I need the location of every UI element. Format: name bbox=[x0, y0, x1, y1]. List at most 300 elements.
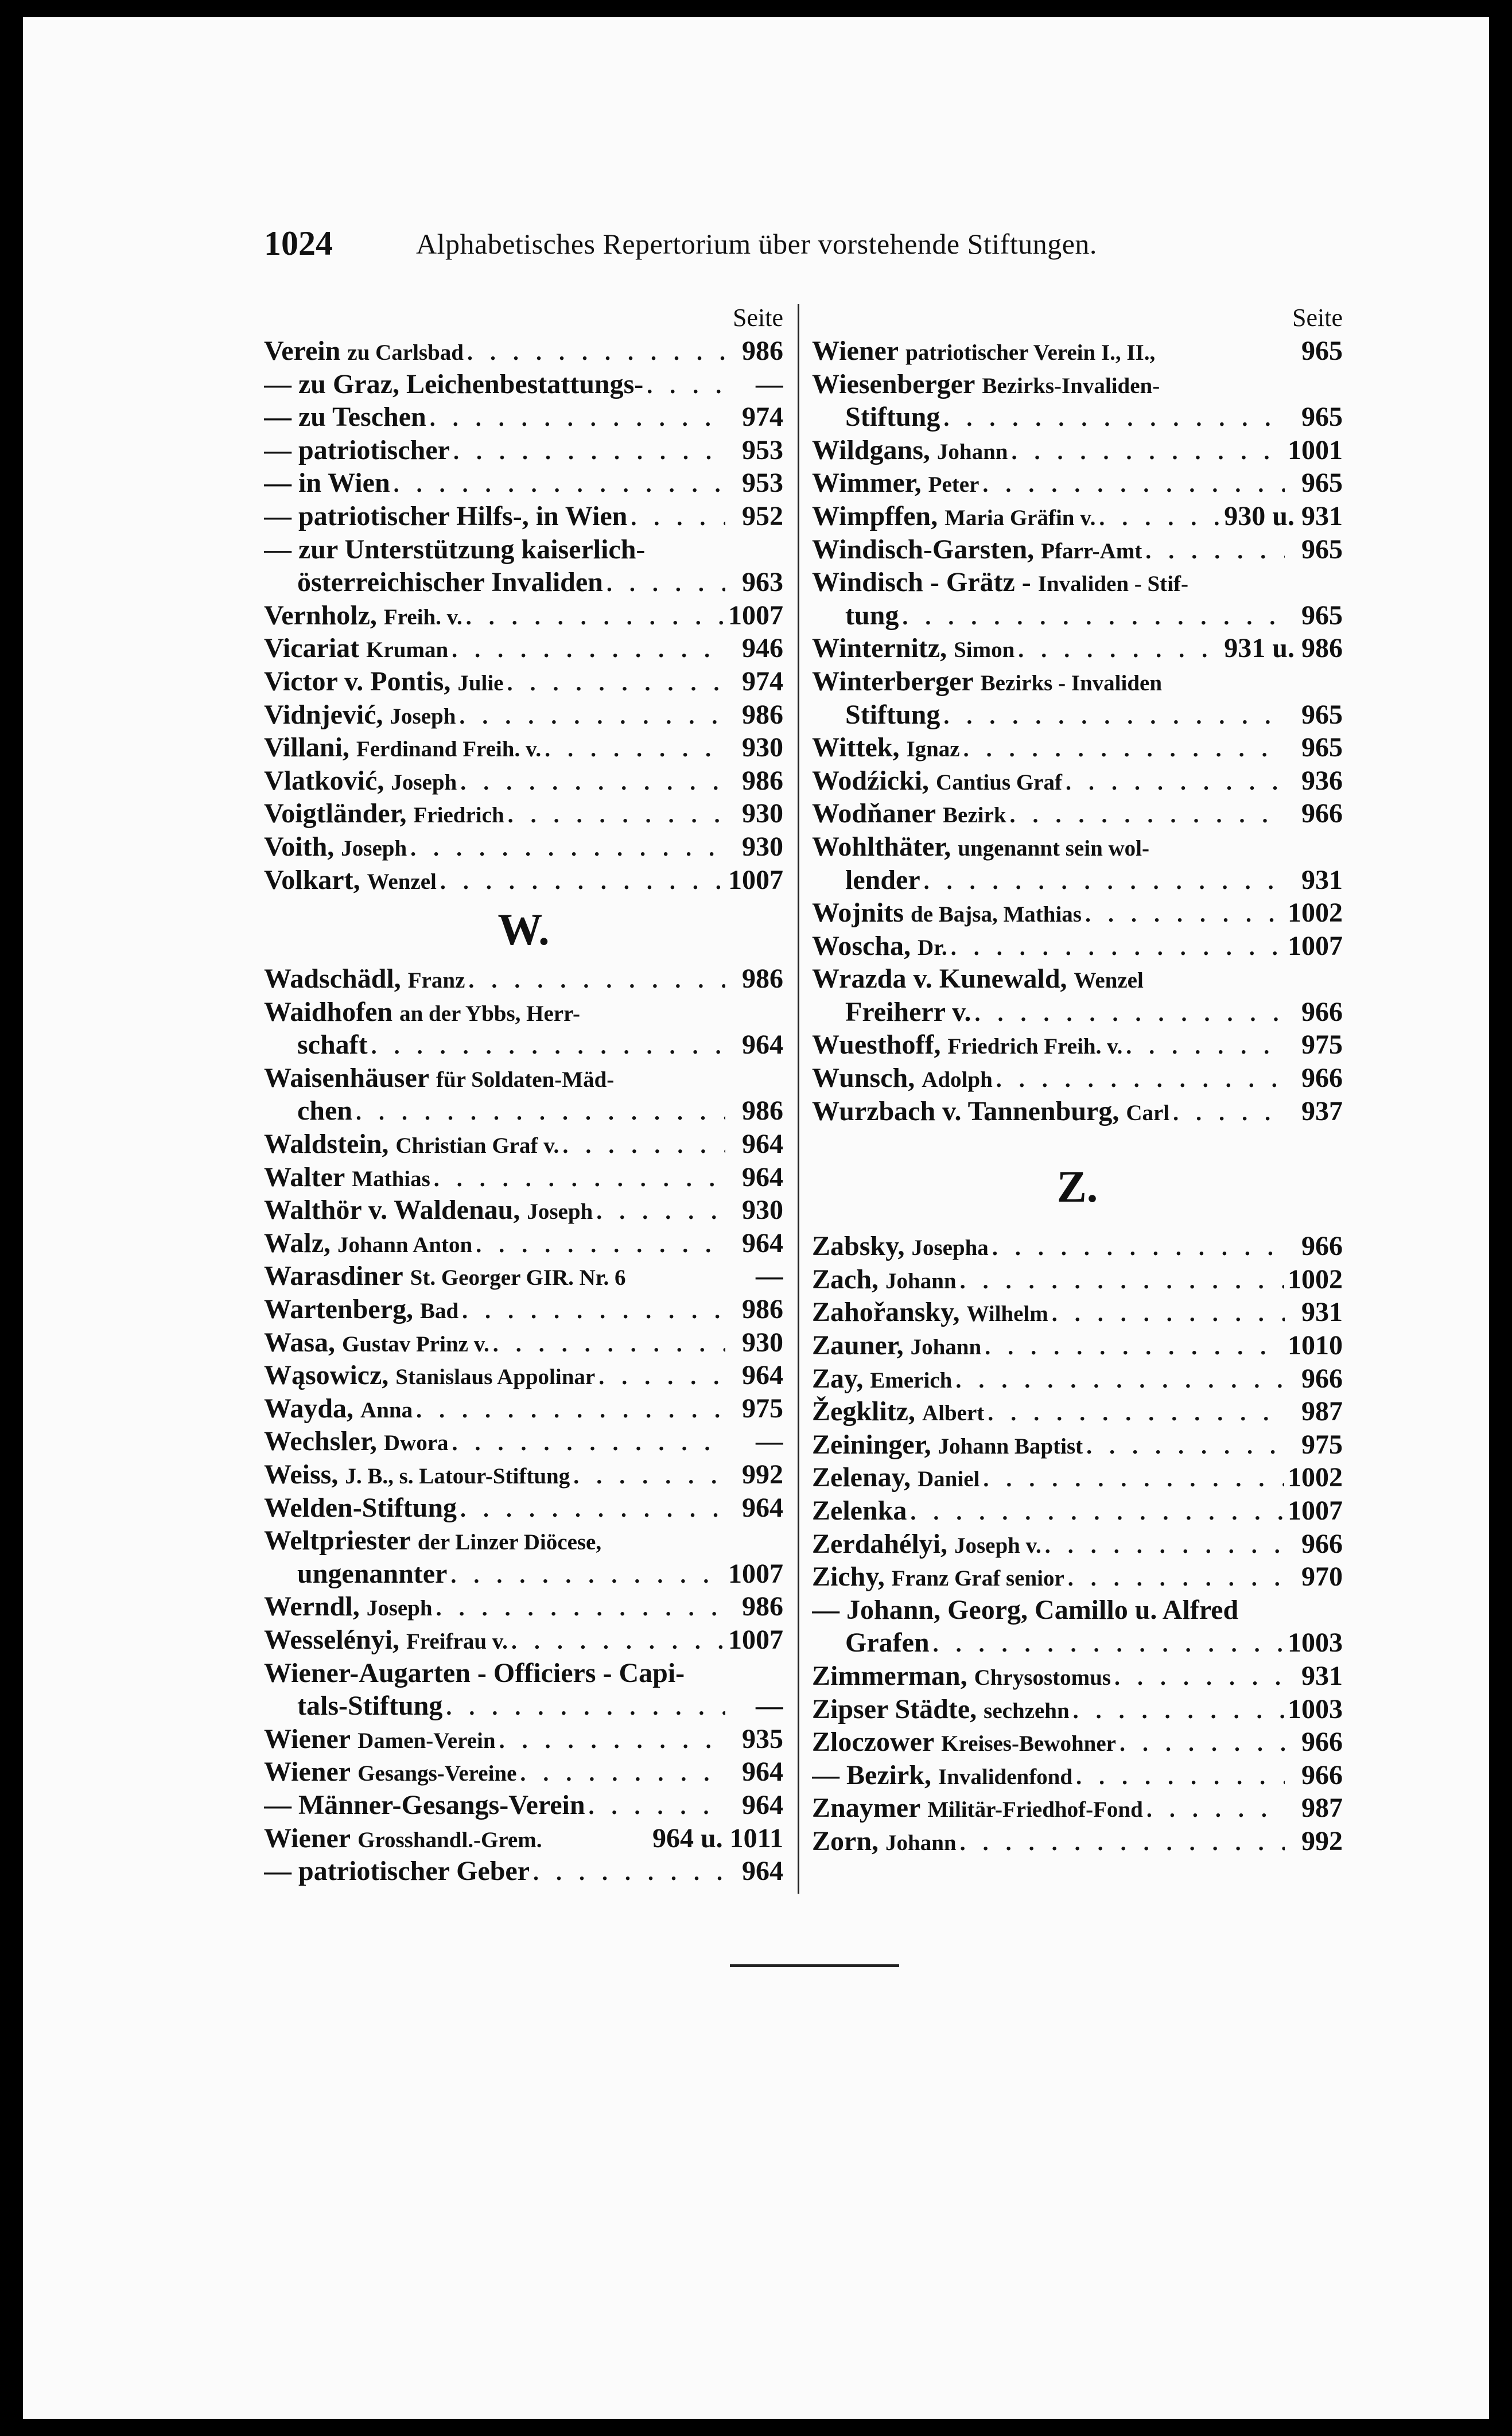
page-reference: 964 bbox=[742, 1492, 783, 1523]
entry-name: Wiener bbox=[264, 1757, 351, 1788]
page-reference: 992 bbox=[1301, 1825, 1343, 1856]
page-reference: 975 bbox=[742, 1393, 783, 1424]
dot-leader bbox=[410, 832, 725, 864]
page-reference: 974 bbox=[742, 666, 783, 697]
entry-detail: Bezirks - Invaliden bbox=[980, 670, 1163, 696]
entries-v bbox=[264, 335, 783, 896]
index-entry bbox=[264, 1689, 783, 1723]
index-entry bbox=[264, 632, 783, 665]
entry-name: Wasa, bbox=[264, 1327, 336, 1358]
index-entry bbox=[264, 1491, 783, 1525]
index-entry bbox=[812, 632, 1343, 665]
entry-name: Walz, bbox=[264, 1227, 331, 1258]
entry-detail: Militär-Friedhof-Fond bbox=[927, 1797, 1143, 1823]
page-reference: 936 bbox=[1301, 765, 1343, 796]
entry-name: Villani, bbox=[264, 732, 349, 763]
dot-leader bbox=[1010, 798, 1285, 830]
entry-name: Waisenhäuser bbox=[264, 1062, 430, 1093]
page-reference: 963 bbox=[742, 567, 783, 598]
index-entry bbox=[812, 864, 1343, 897]
dot-leader bbox=[1085, 898, 1284, 930]
page-reference: 1007 bbox=[728, 864, 783, 895]
entry-name: Wiener bbox=[812, 336, 899, 366]
index-entry bbox=[264, 1524, 783, 1557]
dot-leader bbox=[467, 336, 725, 368]
entry-name: Waldstein, bbox=[264, 1129, 389, 1160]
entry-detail: Josepha bbox=[911, 1236, 989, 1261]
page-reference: 1007 bbox=[1288, 930, 1343, 961]
dot-leader bbox=[453, 435, 725, 467]
entry-name: Wuesthoff, bbox=[812, 1029, 941, 1060]
entry-name: Verein bbox=[264, 336, 341, 366]
entry-name: Zorn, bbox=[812, 1825, 879, 1856]
entry-name: Wartenberg, bbox=[264, 1294, 413, 1325]
index-entry bbox=[812, 1693, 1343, 1726]
index-entry bbox=[812, 1726, 1343, 1759]
entry-name: Wodňaner bbox=[812, 798, 936, 829]
index-entry bbox=[812, 368, 1343, 401]
index-entry bbox=[264, 698, 783, 732]
page-reference: 964 bbox=[742, 1161, 783, 1192]
page-reference: 986 bbox=[742, 1591, 783, 1622]
page-reference: 986 bbox=[742, 1294, 783, 1325]
entry-detail: St. Georger GIR. Nr. 6 bbox=[410, 1265, 626, 1291]
entry-name: Werndl, bbox=[264, 1591, 360, 1622]
index-entry bbox=[264, 335, 783, 368]
entry-detail: Chrysostomus bbox=[974, 1665, 1111, 1690]
entry-name: Wiesenberger bbox=[812, 368, 975, 399]
index-entry bbox=[812, 401, 1343, 434]
entry-name: Volkart, bbox=[264, 864, 360, 895]
entry-detail: Invalidenfond bbox=[938, 1764, 1073, 1789]
entry-name: Stiftung bbox=[845, 699, 940, 730]
entry-name: Walthör v. Waldenau, bbox=[264, 1195, 520, 1226]
dot-leader bbox=[963, 732, 1285, 764]
index-entry bbox=[264, 1227, 783, 1260]
index-entry bbox=[812, 467, 1343, 500]
page-reference: 937 bbox=[1301, 1095, 1343, 1126]
dot-leader bbox=[446, 1691, 725, 1723]
dot-leader bbox=[960, 1264, 1284, 1296]
page-reference: 930 bbox=[742, 1195, 783, 1226]
page-reference: 987 bbox=[1301, 1396, 1343, 1427]
entry-name: Victor v. Pontis, bbox=[264, 666, 451, 697]
page-reference: 986 bbox=[742, 699, 783, 730]
entry-name: Wurzbach v. Tannenburg, bbox=[812, 1095, 1120, 1126]
entry-name: lender bbox=[845, 864, 920, 895]
dot-leader bbox=[416, 1393, 725, 1425]
entry-name: Welden-Stiftung bbox=[264, 1492, 457, 1523]
page-reference: 931 bbox=[1301, 1297, 1343, 1328]
index-entry bbox=[812, 1825, 1343, 1858]
index-entry bbox=[264, 1458, 783, 1491]
entry-detail: patriotischer Verein I., II., bbox=[905, 340, 1156, 365]
page-reference: 1003 bbox=[1288, 1627, 1343, 1658]
entry-detail: Simon bbox=[954, 638, 1015, 663]
page-reference: 992 bbox=[742, 1459, 783, 1490]
dot-leader bbox=[1018, 633, 1221, 665]
entry-detail: Joseph v. bbox=[954, 1533, 1041, 1558]
index-entry bbox=[812, 599, 1343, 632]
index-entry bbox=[812, 797, 1343, 830]
entry-name: österreichischer Invaliden bbox=[297, 567, 603, 598]
index-entry bbox=[812, 996, 1343, 1029]
entry-detail: Gustav Prinz v. bbox=[342, 1331, 489, 1357]
index-entry bbox=[264, 1855, 783, 1888]
index-entry bbox=[812, 665, 1343, 698]
dot-leader bbox=[452, 633, 725, 665]
entry-detail: Julie bbox=[457, 670, 504, 696]
dot-leader bbox=[462, 1294, 725, 1326]
index-entry bbox=[812, 1792, 1343, 1825]
closing-ornament-rule bbox=[730, 1964, 899, 1967]
index-entry bbox=[264, 1557, 783, 1591]
entry-detail: Maria Gräfin v. bbox=[944, 505, 1096, 530]
entries-w-right bbox=[812, 335, 1343, 1128]
entry-name: Windisch - Grätz - bbox=[812, 567, 1031, 598]
dot-leader bbox=[440, 865, 725, 897]
index-entry bbox=[264, 566, 783, 599]
entry-detail: Kreises-Bewohner bbox=[941, 1731, 1116, 1757]
entry-name: Wrazda v. Kunewald, bbox=[812, 963, 1067, 994]
entry-name: Zay, bbox=[812, 1363, 864, 1394]
dot-leader bbox=[508, 798, 725, 830]
index-entry bbox=[264, 1723, 783, 1756]
dot-leader bbox=[499, 1724, 725, 1756]
dot-leader bbox=[1120, 1727, 1285, 1759]
entry-name: Windisch-Garsten, bbox=[812, 534, 1035, 565]
index-entry bbox=[812, 698, 1343, 732]
index-entry bbox=[264, 1326, 783, 1359]
index-entry bbox=[812, 335, 1343, 368]
page-reference: 952 bbox=[742, 500, 783, 531]
page-reference: 946 bbox=[742, 633, 783, 664]
dot-leader bbox=[511, 1625, 725, 1657]
dot-leader bbox=[598, 1360, 725, 1392]
dot-leader bbox=[951, 931, 1284, 963]
entry-name: Zelenka bbox=[812, 1495, 907, 1526]
entry-detail: Pfarr-Amt bbox=[1041, 538, 1142, 564]
page-reference: 1010 bbox=[1288, 1330, 1343, 1361]
index-entry bbox=[264, 1657, 783, 1690]
dot-leader bbox=[933, 1627, 1284, 1660]
dot-leader bbox=[1066, 766, 1285, 798]
entry-detail: Damen-Verein bbox=[357, 1728, 496, 1753]
page-reference: 930 bbox=[742, 798, 783, 829]
page-reference: 965 bbox=[1301, 402, 1343, 433]
column-divider bbox=[798, 304, 799, 1894]
entry-detail: Johann bbox=[885, 1268, 957, 1293]
dot-leader bbox=[468, 963, 725, 996]
dot-leader bbox=[452, 1426, 725, 1458]
entry-detail: ungenannt sein wol- bbox=[958, 836, 1149, 861]
dot-leader bbox=[533, 1856, 725, 1888]
entry-name: Vernholz, bbox=[264, 600, 377, 631]
entry-name: Wojnits bbox=[812, 898, 904, 928]
page-reference: 964 bbox=[742, 1757, 783, 1788]
entry-name: Zabsky, bbox=[812, 1231, 905, 1262]
index-entry bbox=[264, 1755, 783, 1789]
entry-name: Zahořansky, bbox=[812, 1297, 960, 1328]
page-reference: 964 bbox=[742, 1789, 783, 1820]
section-letter-z: Z. bbox=[1056, 1161, 1098, 1212]
entry-detail: Kruman bbox=[366, 638, 449, 663]
page-reference: — bbox=[756, 1426, 783, 1457]
dot-leader bbox=[460, 766, 725, 798]
entry-name: Warasdiner bbox=[264, 1261, 403, 1292]
page-reference: 966 bbox=[1301, 1727, 1343, 1758]
page-reference: 966 bbox=[1301, 798, 1343, 829]
entry-detail: Christian Graf v. bbox=[395, 1133, 559, 1159]
entry-name: Voith, bbox=[264, 831, 335, 862]
index-entry bbox=[264, 1590, 783, 1623]
entry-name: — zur Unterstützung kaiserlich- bbox=[264, 534, 646, 565]
index-entry bbox=[812, 830, 1343, 864]
index-entry bbox=[812, 930, 1343, 963]
page-reference: 964 bbox=[742, 1856, 783, 1887]
dot-leader bbox=[988, 1396, 1285, 1428]
entry-name: Weltpriester bbox=[264, 1525, 411, 1556]
dot-leader bbox=[1145, 534, 1285, 566]
entry-name: tals-Stiftung bbox=[297, 1691, 443, 1722]
index-entry bbox=[264, 1062, 783, 1095]
entry-name: — Bezirk, bbox=[812, 1759, 931, 1790]
index-entry bbox=[812, 962, 1343, 996]
dot-leader bbox=[562, 1129, 725, 1161]
section-letter-w: W. bbox=[497, 904, 550, 955]
entry-name: Vicariat bbox=[264, 633, 360, 664]
entry-name: Vlatković, bbox=[264, 765, 384, 796]
entry-detail: Dwora bbox=[383, 1431, 449, 1456]
dot-leader bbox=[960, 1826, 1285, 1858]
entry-detail: Joseph bbox=[391, 770, 457, 795]
page-reference: 986 bbox=[742, 1095, 783, 1126]
page-reference: 964 bbox=[742, 1360, 783, 1391]
dot-leader bbox=[955, 1363, 1285, 1396]
dot-leader bbox=[975, 997, 1285, 1029]
page-reference: 970 bbox=[1301, 1561, 1343, 1592]
dot-leader bbox=[1173, 1096, 1285, 1128]
page-reference: 965 bbox=[1301, 534, 1343, 565]
index-entry bbox=[264, 731, 783, 764]
page-reference: 987 bbox=[1301, 1793, 1343, 1824]
entry-detail: Joseph bbox=[527, 1199, 593, 1225]
dot-leader bbox=[430, 402, 725, 434]
entry-name: Zeininger, bbox=[812, 1429, 931, 1460]
page-reference: 966 bbox=[1301, 1759, 1343, 1790]
dot-leader bbox=[1068, 1561, 1285, 1594]
page-reference: — bbox=[756, 368, 783, 399]
index-entry bbox=[264, 467, 783, 500]
dot-leader bbox=[459, 700, 725, 732]
page-reference: 965 bbox=[1301, 600, 1343, 631]
entry-name: Zichy, bbox=[812, 1561, 885, 1592]
page-reference: 986 bbox=[742, 336, 783, 366]
index-entry bbox=[812, 764, 1343, 798]
dot-leader bbox=[1052, 1297, 1285, 1329]
dot-leader bbox=[902, 600, 1285, 632]
index-entry bbox=[812, 1428, 1343, 1462]
dot-leader bbox=[924, 865, 1285, 897]
index-entry bbox=[812, 1296, 1343, 1329]
index-entry bbox=[264, 1822, 783, 1855]
dot-leader bbox=[992, 1231, 1285, 1263]
dot-leader bbox=[476, 1228, 725, 1260]
entry-name: Walter bbox=[264, 1161, 345, 1192]
dot-leader bbox=[983, 1462, 1284, 1494]
page-reference: 965 bbox=[1301, 732, 1343, 763]
entry-name: — zu Teschen bbox=[264, 402, 426, 433]
running-title: Alphabetisches Repertorium über vorstehende Stiftungen. bbox=[416, 228, 1097, 260]
entry-detail: Johann bbox=[910, 1335, 982, 1360]
entry-name: Zerdahélyi, bbox=[812, 1528, 947, 1559]
index-entry bbox=[812, 500, 1343, 533]
entry-name: — patriotischer bbox=[264, 434, 450, 465]
entry-name: chen bbox=[297, 1095, 352, 1126]
entry-detail: Albert bbox=[922, 1401, 985, 1426]
index-entry bbox=[812, 1095, 1343, 1128]
dot-leader bbox=[985, 1330, 1284, 1362]
page-reference: 935 bbox=[742, 1723, 783, 1754]
entry-name: ungenannter bbox=[297, 1558, 448, 1589]
entry-name: — Johann, Georg, Camillo u. Alfred bbox=[812, 1594, 1239, 1625]
entry-name: Wadschädl, bbox=[264, 963, 401, 994]
entry-name: Zach, bbox=[812, 1264, 879, 1295]
index-entry bbox=[812, 1362, 1343, 1396]
entry-detail: für Soldaten-Mäd- bbox=[436, 1067, 615, 1092]
page-reference: 1007 bbox=[728, 600, 783, 631]
dot-leader bbox=[589, 1790, 725, 1822]
entry-name: — patriotischer Geber bbox=[264, 1856, 530, 1887]
dot-leader bbox=[1045, 1529, 1285, 1561]
dot-leader bbox=[1076, 1760, 1285, 1792]
page-reference: 965 bbox=[1301, 468, 1343, 499]
index-entry bbox=[812, 731, 1343, 764]
page-reference: 964 u. 1011 bbox=[652, 1823, 783, 1854]
entry-detail: de Bajsa, Mathias bbox=[911, 902, 1082, 927]
entry-detail: zu Carlsbad bbox=[347, 340, 464, 365]
entry-name: schaft bbox=[297, 1029, 368, 1060]
page-reference: — bbox=[756, 1261, 783, 1292]
entry-detail: Mathias bbox=[352, 1166, 430, 1191]
entry-detail: Anna bbox=[360, 1397, 413, 1423]
index-entry bbox=[264, 764, 783, 798]
entry-detail: Carl bbox=[1126, 1100, 1170, 1125]
index-entry bbox=[812, 1594, 1343, 1627]
dot-leader bbox=[493, 1327, 725, 1359]
entry-detail: Grosshandl.-Grem. bbox=[357, 1827, 542, 1852]
entry-detail: Franz Graf senior bbox=[891, 1566, 1064, 1591]
entry-name: Žegklitz, bbox=[812, 1396, 915, 1427]
entry-name: Winterberger bbox=[812, 666, 974, 697]
index-entry bbox=[264, 434, 783, 467]
dot-leader bbox=[631, 501, 725, 533]
dot-leader bbox=[450, 1559, 725, 1591]
index-entry bbox=[812, 896, 1343, 930]
dot-leader bbox=[1114, 1661, 1285, 1693]
entry-name: Vidnjević, bbox=[264, 699, 383, 730]
index-entry bbox=[264, 1623, 783, 1657]
entry-name: Wayda, bbox=[264, 1393, 354, 1424]
entry-name: Wąsowicz, bbox=[264, 1360, 389, 1391]
entry-detail: Wenzel bbox=[1074, 968, 1144, 993]
entry-detail: Adolph bbox=[922, 1067, 993, 1093]
dot-leader bbox=[1126, 1029, 1285, 1062]
page-reference: 986 bbox=[742, 963, 783, 994]
index-entry bbox=[812, 1528, 1343, 1561]
index-entry bbox=[812, 1626, 1343, 1660]
index-entry bbox=[264, 797, 783, 830]
dot-leader bbox=[996, 1063, 1285, 1095]
index-entry bbox=[812, 1461, 1343, 1494]
page-reference: 986 bbox=[742, 765, 783, 796]
entry-detail: Johann Anton bbox=[337, 1232, 473, 1257]
index-entry bbox=[812, 1494, 1343, 1528]
page-reference: 953 bbox=[742, 434, 783, 465]
entry-detail: Ignaz bbox=[906, 737, 960, 762]
dot-leader bbox=[943, 402, 1285, 434]
page-reference: 964 bbox=[742, 1129, 783, 1160]
dot-leader bbox=[460, 1493, 725, 1525]
page-reference: 1007 bbox=[728, 1624, 783, 1655]
entry-name: Wohlthäter, bbox=[812, 831, 951, 862]
entry-detail: der Linzer Diöcese, bbox=[417, 1530, 602, 1555]
page-reference: 964 bbox=[742, 1029, 783, 1060]
entry-name: Winternitz, bbox=[812, 633, 947, 664]
entry-detail: Daniel bbox=[918, 1467, 980, 1492]
dot-leader bbox=[545, 732, 725, 764]
page-number: 1024 bbox=[264, 224, 333, 262]
page-reference: 966 bbox=[1301, 1063, 1343, 1094]
index-entry bbox=[812, 1759, 1343, 1792]
entry-detail: Franz bbox=[407, 968, 465, 993]
page-reference: 964 bbox=[742, 1227, 783, 1258]
page-reference: 930 bbox=[742, 1327, 783, 1358]
entry-name: tung bbox=[845, 600, 899, 631]
page-reference: 965 bbox=[1301, 336, 1343, 366]
document-page bbox=[23, 17, 1489, 2419]
dot-leader bbox=[596, 1195, 725, 1227]
index-entry bbox=[264, 401, 783, 434]
entry-detail: Freifrau v. bbox=[406, 1629, 508, 1654]
entry-name: Zelenay, bbox=[812, 1462, 911, 1493]
index-entry bbox=[264, 665, 783, 698]
entry-name: Wimmer, bbox=[812, 468, 922, 499]
left-column bbox=[264, 301, 783, 1888]
entry-detail: Stanislaus Appolinar bbox=[395, 1365, 596, 1390]
entry-name: Zauner, bbox=[812, 1330, 904, 1361]
dot-leader bbox=[1146, 1793, 1285, 1825]
index-entry bbox=[264, 599, 783, 632]
entry-detail: Wilhelm bbox=[966, 1301, 1048, 1327]
index-entry bbox=[264, 500, 783, 533]
entry-name: Wunsch, bbox=[812, 1063, 915, 1094]
entry-name: Zimmerman, bbox=[812, 1660, 967, 1691]
index-entry bbox=[264, 1161, 783, 1194]
seite-label-right: Seite bbox=[1292, 304, 1343, 332]
entry-name: Wechsler, bbox=[264, 1426, 377, 1457]
entry-detail: J. B., s. Latour-Stiftung bbox=[345, 1464, 570, 1489]
page-reference: 966 bbox=[1301, 1363, 1343, 1394]
page-reference: 1002 bbox=[1288, 1264, 1343, 1295]
entry-name: Znaymer bbox=[812, 1793, 921, 1824]
index-entry bbox=[264, 830, 783, 864]
entry-detail: Freih. v. bbox=[383, 604, 462, 630]
dot-leader bbox=[573, 1459, 725, 1491]
entry-name: Wimpffen, bbox=[812, 500, 938, 531]
entry-detail: Friedrich Freih. v. bbox=[947, 1034, 1123, 1059]
entry-name: Wodźicki, bbox=[812, 765, 930, 796]
